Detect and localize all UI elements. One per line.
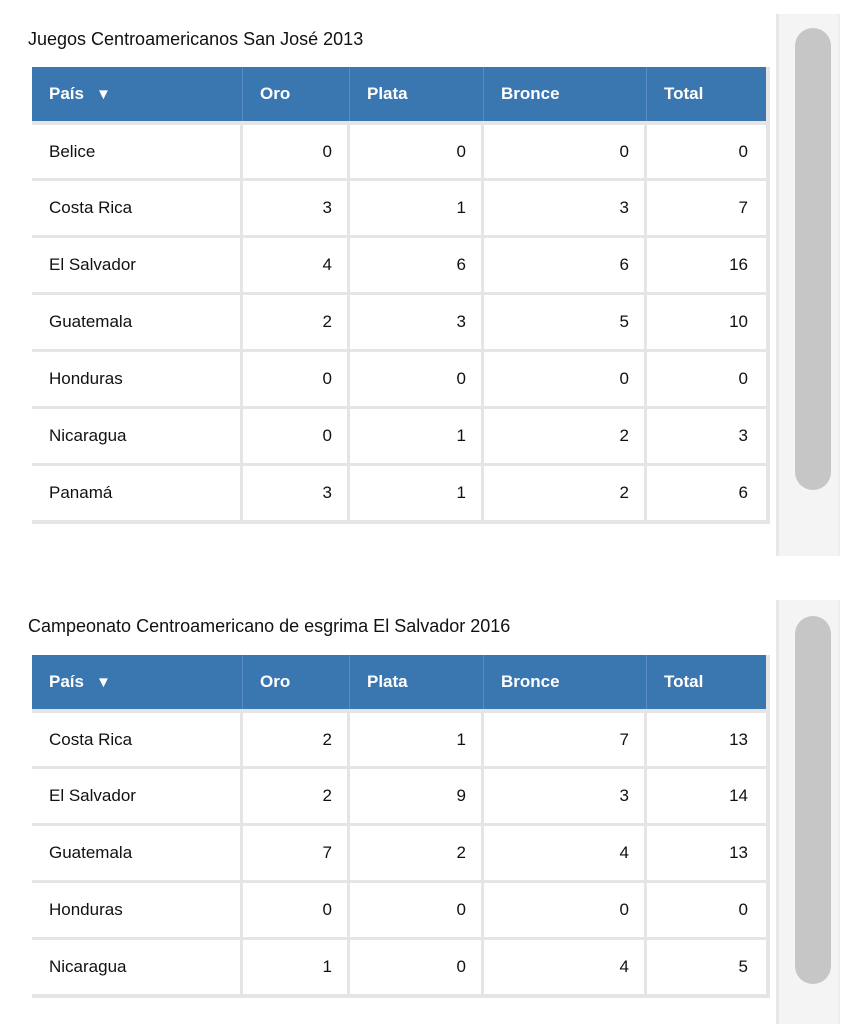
table-caption: Campeonato Centroamericano de esgrima El Salvador 2016 <box>28 616 511 636</box>
scrollbar-thumb[interactable] <box>795 28 831 490</box>
column-header-pais[interactable] <box>32 67 243 121</box>
cell-plata: 0 <box>350 349 484 406</box>
cell-total: 7 <box>647 178 766 235</box>
cell-plata: 0 <box>350 121 484 178</box>
column-header-bronce[interactable]: Bronce <box>484 67 647 121</box>
table-row <box>32 121 766 178</box>
table-header-row <box>32 655 766 709</box>
medal-table-container <box>32 655 770 998</box>
cell-plata: 2 <box>350 823 484 880</box>
cell-total: 0 <box>647 121 766 178</box>
vertical-scrollbar[interactable] <box>776 14 840 556</box>
cell-pais: El Salvador <box>32 235 243 292</box>
table-row <box>32 292 766 349</box>
cell-total: 16 <box>647 235 766 292</box>
cell-total: 0 <box>647 880 766 937</box>
cell-pais: Costa Rica <box>32 709 243 766</box>
sort-descending-icon[interactable]: ▼ <box>95 86 111 103</box>
table-row <box>32 349 766 406</box>
medal-table-section-2016 <box>0 588 857 1024</box>
cell-total: 5 <box>647 937 766 994</box>
column-header-total[interactable]: Total <box>647 67 766 121</box>
cell-pais: Guatemala <box>32 292 243 349</box>
cell-plata: 1 <box>350 709 484 766</box>
column-header-oro[interactable]: Oro <box>243 67 350 121</box>
cell-plata: 1 <box>350 406 484 463</box>
cell-total: 13 <box>647 823 766 880</box>
vertical-scrollbar[interactable] <box>776 600 840 1024</box>
cell-oro: 2 <box>243 292 350 349</box>
cell-pais: Honduras <box>32 349 243 406</box>
cell-bronce: 2 <box>484 463 647 520</box>
cell-pais: Costa Rica <box>32 178 243 235</box>
cell-bronce: 6 <box>484 235 647 292</box>
cell-bronce: 7 <box>484 709 647 766</box>
cell-oro: 4 <box>243 235 350 292</box>
table-row <box>32 406 766 463</box>
cell-bronce: 5 <box>484 292 647 349</box>
cell-oro: 0 <box>243 880 350 937</box>
table-row <box>32 937 766 994</box>
cell-oro: 0 <box>243 406 350 463</box>
cell-bronce: 3 <box>484 178 647 235</box>
cell-bronce: 0 <box>484 880 647 937</box>
column-header-pais[interactable] <box>32 655 243 709</box>
cell-oro: 3 <box>243 178 350 235</box>
cell-plata: 1 <box>350 463 484 520</box>
cell-oro: 3 <box>243 463 350 520</box>
column-header-bronce[interactable]: Bronce <box>484 655 647 709</box>
table-row <box>32 709 766 766</box>
cell-plata: 3 <box>350 292 484 349</box>
cell-total: 13 <box>647 709 766 766</box>
cell-total: 6 <box>647 463 766 520</box>
cell-oro: 1 <box>243 937 350 994</box>
column-header-label: País <box>49 84 84 103</box>
cell-pais: Honduras <box>32 880 243 937</box>
table-row <box>32 823 766 880</box>
cell-pais: Nicaragua <box>32 406 243 463</box>
cell-oro: 2 <box>243 766 350 823</box>
cell-bronce: 3 <box>484 766 647 823</box>
table-row <box>32 880 766 937</box>
cell-oro: 7 <box>243 823 350 880</box>
medal-table-container <box>32 67 770 524</box>
column-header-total[interactable]: Total <box>647 655 766 709</box>
cell-pais: Nicaragua <box>32 937 243 994</box>
cell-bronce: 0 <box>484 349 647 406</box>
cell-pais: Belice <box>32 121 243 178</box>
cell-plata: 1 <box>350 178 484 235</box>
cell-oro: 0 <box>243 349 350 406</box>
cell-pais: Panamá <box>32 463 243 520</box>
column-header-plata[interactable]: Plata <box>350 67 484 121</box>
cell-bronce: 4 <box>484 823 647 880</box>
column-header-plata[interactable]: Plata <box>350 655 484 709</box>
cell-pais: Guatemala <box>32 823 243 880</box>
table-row <box>32 766 766 823</box>
cell-plata: 0 <box>350 937 484 994</box>
table-row <box>32 463 766 520</box>
medal-table <box>32 655 766 994</box>
cell-total: 0 <box>647 349 766 406</box>
table-header-row <box>32 67 766 121</box>
table-row <box>32 235 766 292</box>
cell-plata: 0 <box>350 880 484 937</box>
cell-bronce: 0 <box>484 121 647 178</box>
column-header-oro[interactable]: Oro <box>243 655 350 709</box>
cell-pais: El Salvador <box>32 766 243 823</box>
medal-table <box>32 67 766 520</box>
cell-bronce: 4 <box>484 937 647 994</box>
cell-total: 3 <box>647 406 766 463</box>
cell-plata: 9 <box>350 766 484 823</box>
cell-bronce: 2 <box>484 406 647 463</box>
cell-oro: 2 <box>243 709 350 766</box>
table-row <box>32 178 766 235</box>
cell-oro: 0 <box>243 121 350 178</box>
table-caption: Juegos Centroamericanos San José 2013 <box>28 29 364 49</box>
column-header-label: País <box>49 672 84 691</box>
sort-descending-icon[interactable]: ▼ <box>95 674 111 691</box>
cell-total: 10 <box>647 292 766 349</box>
cell-plata: 6 <box>350 235 484 292</box>
cell-total: 14 <box>647 766 766 823</box>
scrollbar-thumb[interactable] <box>795 616 831 984</box>
